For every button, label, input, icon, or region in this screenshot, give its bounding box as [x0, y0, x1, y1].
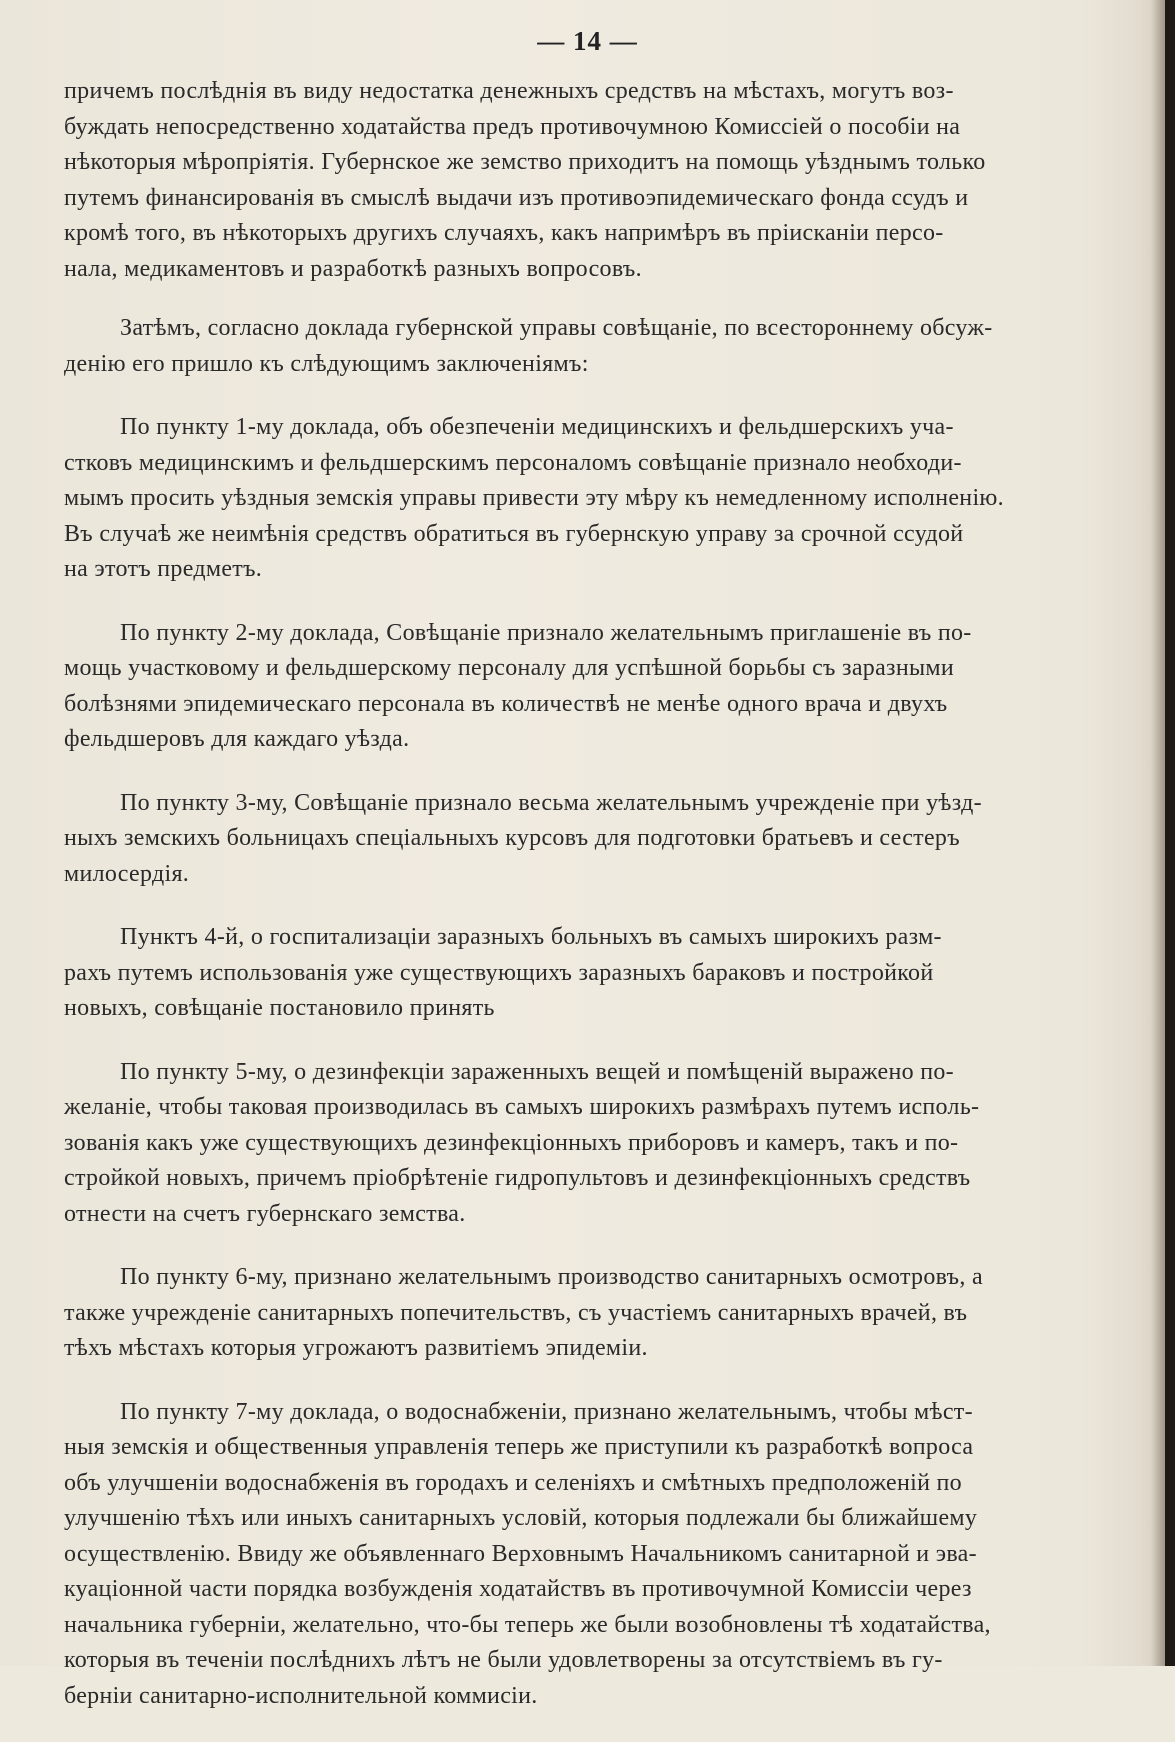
text-line: берніи санитарно-исполнительной коммисіи. [64, 1682, 538, 1709]
text-line: милосердія. [64, 860, 190, 887]
text-line: кромѣ того, въ нѣкоторыхъ другихъ случаяхъ, какъ напримѣръ въ пріисканіи персо- [64, 220, 944, 246]
text-line: нѣкоторыя мѣропріятія. Губернское же земство приходитъ на помощь уѣзднымъ только [64, 149, 986, 175]
text-line: стковъ медицинскимъ и фельдшерскимъ персоналомъ совѣщаніе признало необходи- [64, 449, 962, 476]
text-line: путемъ финансированія въ смыслѣ выдачи изъ противоэпидемическаго фонда ссудъ и [64, 184, 969, 211]
text-line: По пункту 2-му доклада, Совѣщаніе признало желательнымъ приглашеніе въ по- [120, 619, 972, 646]
text-line: объ улучшеніи водоснабженія въ городахъ и селеніяхъ и смѣтныхъ предположеній по [64, 1469, 962, 1496]
text-line: желаніе, чтобы таковая производилась въ самыхъ широкихъ размѣрахъ путемъ исполь- [64, 1094, 980, 1120]
text-line: Пунктъ 4-й, о госпитализаціи заразныхъ больныхъ въ самыхъ широкихъ разм- [120, 924, 942, 950]
text-line: болѣзнями эпидемическаго персонала въ количествѣ не менѣе одного врача и двухъ [64, 690, 948, 717]
text-line: зованія какъ уже существующихъ дезинфекціонныхъ приборовъ и камеръ, такъ и по- [64, 1129, 959, 1156]
text-line: мощь участковому и фельдшерскому персоналу для успѣшной борьбы съ заразными [64, 655, 955, 681]
paragraph-7 [64, 1055, 1156, 1233]
paragraph-2 [64, 311, 1156, 382]
text-line: начальника губерніи, желательно, что-бы теперь же были возобновлены тѣ ходатайства, [64, 1611, 991, 1638]
text-line: По пункту 1-му доклада, объ обезпеченіи медицинскихъ и фельдшерскихъ уча- [120, 414, 954, 440]
body-text [64, 74, 1156, 1742]
text-line: причемъ послѣднія въ виду недостатка денежныхъ средствъ на мѣстахъ, могутъ воз- [64, 78, 954, 104]
text-line: отнести на счетъ губернскаго земства. [64, 1200, 466, 1227]
paragraph-4 [64, 616, 1156, 758]
text-line: также учрежденіе санитарныхъ попечительствъ, съ участіемъ санитарныхъ врачей, въ [64, 1299, 968, 1326]
paragraph-3 [64, 410, 1156, 588]
text-line: стройкой новыхъ, причемъ пріобрѣтеніе гидропультовъ и дезинфекціонныхъ средствъ [64, 1165, 971, 1191]
text-line: которыя въ теченіи послѣднихъ лѣтъ не были удовлетворены за отсутствіемъ въ гу- [64, 1647, 943, 1673]
text-line: мымъ просить уѣздныя земскія управы привести эту мѣру къ немедленному исполненію. [64, 485, 1004, 511]
paragraph-5 [64, 786, 1156, 893]
text-line: По пункту 6-му, признано желательнымъ производство санитарныхъ осмотровъ, а [120, 1264, 983, 1290]
text-line: на этотъ предметъ. [64, 556, 263, 582]
paragraph-8 [64, 1260, 1156, 1367]
text-line: Въ случаѣ же неимѣнія средствъ обратиться въ губернскую управу за срочной ссудой [64, 520, 964, 547]
text-line: фельдшеровъ для каждаго уѣзда. [64, 726, 410, 752]
text-line: денію его пришло къ слѣдующимъ заключеніямъ: [64, 350, 589, 377]
paragraph-6 [64, 920, 1156, 1027]
text-line: рахъ путемъ использованія уже существующихъ заразныхъ бараковъ и постройкой [64, 959, 934, 986]
text-line: куаціонной части порядка возбужденія ходатайствъ въ противочумной Комиссіи через [64, 1576, 972, 1602]
paragraph-1 [64, 74, 1156, 287]
text-line: буждать непосредственно ходатайства предъ противочумною Комиссіей о пособіи на [64, 113, 961, 140]
text-line: нала, медикаментовъ и разработкѣ разныхъ вопросовъ. [64, 255, 642, 282]
paragraph-9 [64, 1395, 1156, 1715]
text-line: ныхъ земскихъ больницахъ спеціальныхъ курсовъ для подготовки братьевъ и сестеръ [64, 825, 960, 851]
text-line: ныя земскія и общественныя управленія теперь же приступили къ разработкѣ вопроса [64, 1434, 974, 1460]
text-line: Затѣмъ, согласно доклада губернской управы совѣщаніе, по всестороннему обсуж- [120, 315, 993, 341]
text-line: По пункту 5-му, о дезинфекціи зараженныхъ вещей и помѣщеній выражено по- [120, 1058, 954, 1085]
text-line: По пункту 7-му доклада, о водоснабженіи, признано желательнымъ, чтобы мѣст- [120, 1398, 973, 1425]
text-line: улучшенію тѣхъ или иныхъ санитарныхъ условій, которыя подлежали бы ближайшему [64, 1505, 978, 1531]
page-number: — 14 — [537, 26, 638, 56]
page-binding-edge [1165, 0, 1175, 1666]
text-line: По пункту 3-му, Совѣщаніе признало весьма желательнымъ учрежденіе при уѣзд- [120, 789, 982, 816]
text-line: осуществленію. Ввиду же объявленнаго Верховнымъ Начальникомъ санитарной и эва- [64, 1540, 977, 1567]
text-line: новыхъ, совѣщаніе постановило принять [64, 995, 495, 1021]
text-line: тѣхъ мѣстахъ которыя угрожаютъ развитіемъ эпидеміи. [64, 1335, 648, 1361]
